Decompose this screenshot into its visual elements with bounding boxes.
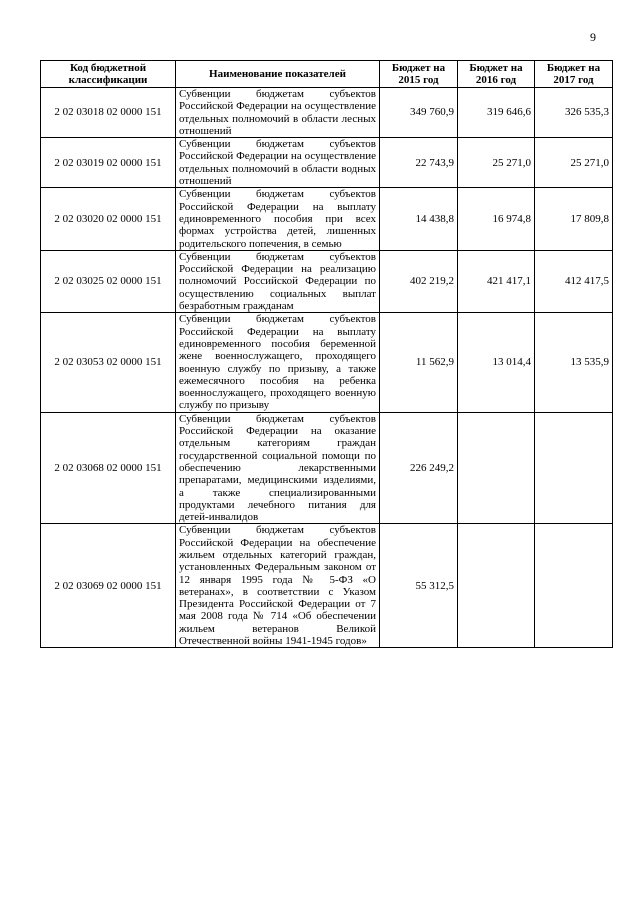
row-budget-2016: 421 417,1 xyxy=(458,250,535,312)
table-header-row xyxy=(41,61,613,88)
row-budget-2016: 319 646,6 xyxy=(458,88,535,138)
table-row xyxy=(41,412,613,524)
page-number: 9 xyxy=(590,30,596,44)
row-budget-2017: 412 417,5 xyxy=(535,250,613,312)
row-code: 2 02 03019 02 0000 151 xyxy=(41,138,176,188)
row-name: Субвенции бюджетам субъектов Российской Федерации на выплату единовременного пособия при всех формах устройства детей, лишенных родительского попечения, в семью xyxy=(176,188,380,250)
row-budget-2016: 13 014,4 xyxy=(458,313,535,412)
header-budget-2015: Бюджет на 2015 год xyxy=(380,61,458,88)
row-name: Субвенции бюджетам субъектов Российской Федерации на реализацию полномочий Российской Федерации по осуществлению социальных выплат безработным гражданам xyxy=(176,250,380,312)
row-code: 2 02 03068 02 0000 151 xyxy=(41,412,176,524)
budget-table xyxy=(40,60,613,648)
table-row xyxy=(41,138,613,188)
table-row xyxy=(41,524,613,648)
row-name: Субвенции бюджетам субъектов Российской Федерации на оказание отдельным категориям граждан государственной социальной помощи по обеспечению лекарственными препаратами, медицинскими изделиями, а также специализированными продуктами лечебного питания для детей-инвалидов xyxy=(176,412,380,524)
table-row xyxy=(41,250,613,312)
row-name: Субвенции бюджетам субъектов Российской Федерации на обеспечение жильем отдельных категорий граждан, установленных Федеральным законом от 12 января 1995 года № 5-ФЗ «О ветеранах», в соответствии с Указом Президента Российской Федерации от 7 мая 2008 года № 714 «Об обеспечении жильем ветеранов Великой Отечественной войны 1941-1945 годов» xyxy=(176,524,380,648)
header-budget-2017: Бюджет на 2017 год xyxy=(535,61,613,88)
row-budget-2017: 25 271,0 xyxy=(535,138,613,188)
row-budget-2016 xyxy=(458,524,535,648)
row-budget-2015: 226 249,2 xyxy=(380,412,458,524)
header-budget-2016: Бюджет на 2016 год xyxy=(458,61,535,88)
row-name: Субвенции бюджетам субъектов Российской Федерации на выплату единовременного пособия беременной жене военнослужащего, проходящего военную службу по призыву, а также ежемесячного пособия на ребенка военнослужащего, проходящего военную службу по призыву xyxy=(176,313,380,412)
row-budget-2016: 16 974,8 xyxy=(458,188,535,250)
row-budget-2015: 14 438,8 xyxy=(380,188,458,250)
row-budget-2015: 11 562,9 xyxy=(380,313,458,412)
header-name: Наименование показателей xyxy=(176,61,380,88)
row-code: 2 02 03020 02 0000 151 xyxy=(41,188,176,250)
table-row xyxy=(41,88,613,138)
row-budget-2017 xyxy=(535,524,613,648)
row-budget-2015: 349 760,9 xyxy=(380,88,458,138)
row-budget-2016 xyxy=(458,412,535,524)
row-budget-2017 xyxy=(535,412,613,524)
table-row xyxy=(41,313,613,412)
row-code: 2 02 03069 02 0000 151 xyxy=(41,524,176,648)
row-name: Субвенции бюджетам субъектов Российской Федерации на осуществление отдельных полномочий в области водных отношений xyxy=(176,138,380,188)
row-code: 2 02 03053 02 0000 151 xyxy=(41,313,176,412)
table-row xyxy=(41,188,613,250)
row-budget-2016: 25 271,0 xyxy=(458,138,535,188)
row-budget-2015: 55 312,5 xyxy=(380,524,458,648)
row-budget-2017: 13 535,9 xyxy=(535,313,613,412)
row-code: 2 02 03025 02 0000 151 xyxy=(41,250,176,312)
row-code: 2 02 03018 02 0000 151 xyxy=(41,88,176,138)
row-budget-2015: 22 743,9 xyxy=(380,138,458,188)
row-budget-2015: 402 219,2 xyxy=(380,250,458,312)
header-code: Код бюджетной классификации xyxy=(41,61,176,88)
row-budget-2017: 17 809,8 xyxy=(535,188,613,250)
row-budget-2017: 326 535,3 xyxy=(535,88,613,138)
row-name: Субвенции бюджетам субъектов Российской Федерации на осуществление отдельных полномочий в области лесных отношений xyxy=(176,88,380,138)
